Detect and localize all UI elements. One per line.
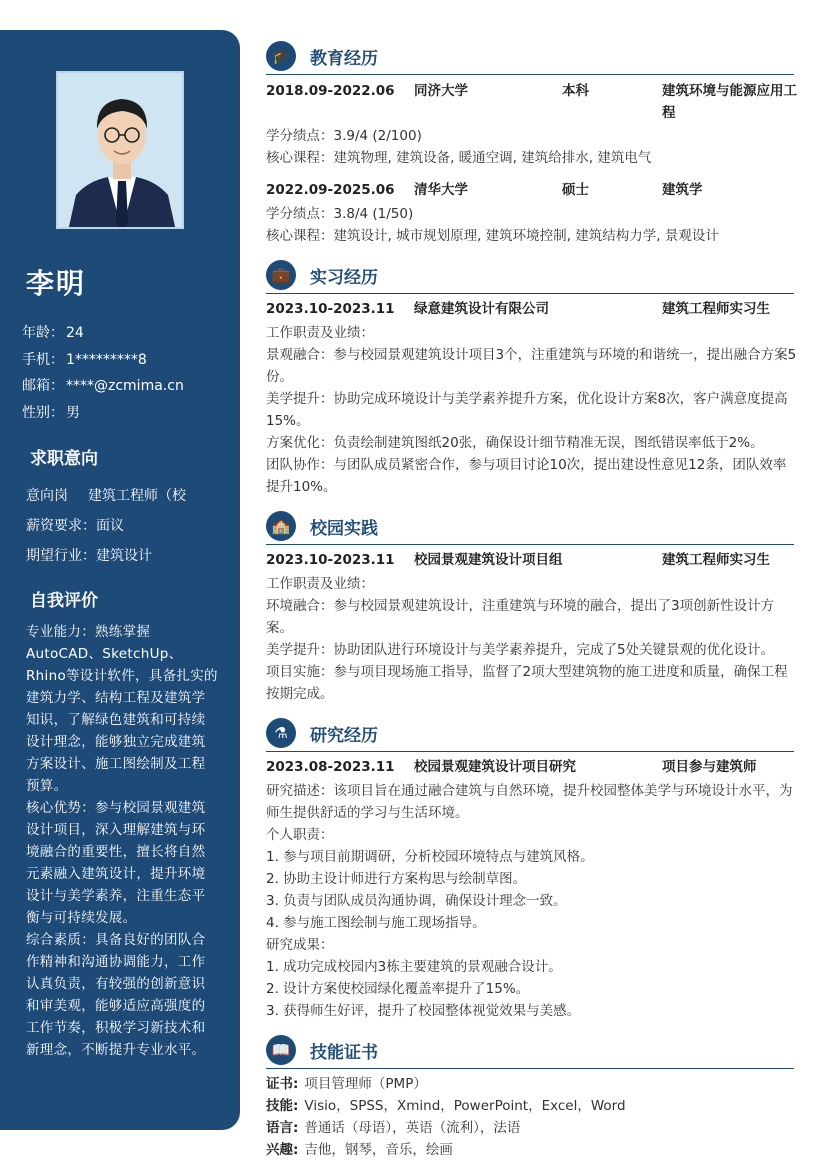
education-entry-1: 2018.09-2022.06 同济大学 本科 建筑环境与能源应用工程 [266, 83, 797, 121]
candidate-name: 李明 [26, 267, 87, 300]
self-eval-paragraph: 专业能力：熟练掌握AutoCAD、SketchUp、Rhino等设计软件，具备扎实的建筑力学、结构工程及建筑学知识，了解绿色建筑和可持续设计理念，能够独立完成建筑方案设计、施工图绘制及工程预算。 [26, 624, 218, 794]
intent-position: 意向岗 建筑工程师（校 [26, 488, 186, 504]
campus-entry: 2023.10-2023.11 校园景观建筑设计项目组 建筑工程师实习生 [266, 552, 770, 568]
internship-entry: 2023.10-2023.11 绿意建筑设计有限公司 建筑工程师实习生 [266, 301, 770, 317]
research-entry: 2023.08-2023.11 校园景观建筑设计项目研究 项目参与建筑师 [266, 759, 757, 775]
research-section-header [266, 718, 794, 752]
self-eval-paragraph: 综合素质：具备良好的团队合作精神和沟通协调能力，工作认真负责，有较强的创新意识和审美观，能够适应高强度的工作节奏，积极学习新技术和新理念，不断提升专业水平。 [26, 932, 206, 1058]
education-title: 教育经历 [310, 49, 378, 69]
info-email: 邮箱： ****@zcmima.cn [22, 378, 184, 394]
internship-details: 工作职责及业绩： 景观融合：参与校园景观建筑设计项目3个，注重建筑与环境的和谐统一，提出融合方案5份。 美学提升：协助完成环境设计与美学素养提升方案，优化设计方案8次，客户满意度提高15%。 方案优化：负责绘制建筑图纸20张，确保设计细节精准无误，图纸错误率低于2%。 团队协作：与团队成员紧密合作，参与项目讨论10次，提出建设性意见12条，团队效率提升10%。 [266, 325, 797, 495]
job-intent-heading: 求职意向 [30, 449, 98, 469]
job-intent [26, 481, 226, 571]
skills-section-header [266, 1035, 794, 1069]
research-details: 研究描述：该项目旨在通过融合建筑与自然环境，提升校园整体美学与环境设计水平，为师生提供舒适的学习与生活环境。 个人职责： 1. 参与项目前期调研，分析校园环境特点与建筑风格。 2. 协助主设计师进行方案构思与绘制草图。 3. 负责与团队成员沟通协调，确保设计理念一致。 4. 参与施工图绘制与施工现场指导。 研究成果： 1. 成功完成校园内3栋主要建筑的景观融合设计。 2. 设计方案使校园绿化覆盖率提升了15%。 3. 获得师生好评，提升了校园整体视觉效果与美感。 [266, 783, 793, 1019]
intent-salary: 薪资要求：面议 [26, 518, 124, 534]
book-icon: 📖 [266, 1035, 296, 1065]
sidebar [0, 30, 240, 1130]
building-icon: 🏫 [266, 511, 296, 541]
info-age: 年龄： 24 [22, 325, 84, 341]
profile-photo [56, 71, 184, 229]
skills-list [266, 1073, 798, 1160]
internship-section-header [266, 260, 794, 294]
campus-section-header [266, 511, 794, 545]
education-details-1: 学分绩点：3.9/4 (2/100) 核心课程：建筑物理, 建筑设备, 暖通空调, 建筑给排水, 建筑电气 [266, 128, 652, 166]
intent-industry: 期望行业：建筑设计 [26, 548, 152, 564]
self-evaluation [26, 621, 218, 1061]
info-gender: 性别： 男 [22, 404, 80, 421]
internship-title: 实习经历 [310, 268, 378, 288]
basic-info [22, 320, 184, 426]
flask-icon: ⚗ [266, 718, 296, 748]
briefcase-icon: 💼 [266, 260, 296, 290]
skill-row: 技能: Visio，SPSS，Xmind，PowerPoint，Excel，Word [266, 1098, 626, 1114]
info-phone: 手机： 1*********8 [22, 351, 147, 368]
research-title: 研究经历 [310, 726, 378, 746]
self-eval-heading: 自我评价 [30, 591, 98, 611]
education-details-2: 学分绩点：3.8/4 (1/50) 核心课程：建筑设计, 城市规划原理, 建筑环境控制, 建筑结构力学, 景观设计 [266, 206, 719, 244]
campus-details: 工作职责及业绩： 环境融合：参与校园景观建筑设计，注重建筑与环境的融合，提出了3项创新性设计方案。 美学提升：协助团队进行环境设计与美学素养提升，完成了5处关键景观的优化设计。 项目实施：参与项目现场施工指导，监督了2项大型建筑物的施工进度和质量，确保工程按期完成。 [266, 576, 788, 702]
education-entry-2: 2022.09-2025.06 清华大学 硕士 建筑学 [266, 182, 703, 198]
skill-row: 语言: 普通话（母语），英语（流利），法语 [266, 1120, 521, 1136]
avatar [58, 73, 184, 229]
self-eval-paragraph: 核心优势：参与校园景观建筑设计项目，深入理解建筑与环境融合的重要性，擅长将自然元素融入建筑设计，提升环境设计与美学素养，注重生态平衡与可持续发展。 [26, 800, 206, 926]
skills-title: 技能证书 [310, 1043, 378, 1063]
skill-row: 兴趣: 吉他，钢琴，音乐，绘画 [266, 1142, 453, 1158]
graduation-cap-icon: 🎓 [266, 41, 296, 71]
education-section-header [266, 41, 794, 75]
skill-row: 证书: 项目管理师（PMP） [266, 1076, 427, 1092]
campus-title: 校园实践 [310, 519, 378, 539]
